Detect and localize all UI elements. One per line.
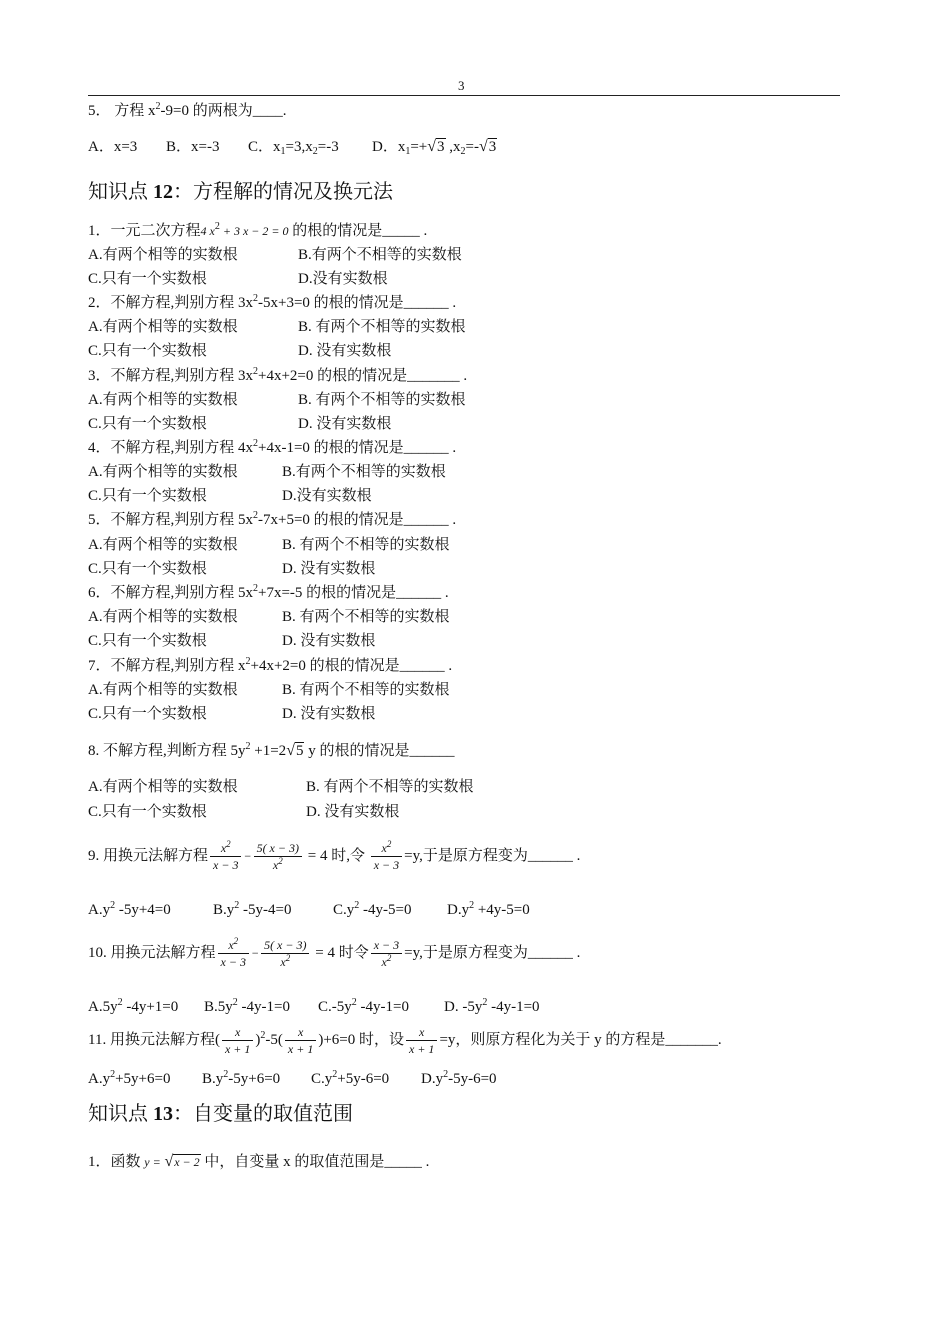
section-12-heading: 知识点 12：方程解的情况及换元法 — [88, 181, 393, 203]
top-question-stem: 5． 方程 $x^2-9=0$ 的两根为____. — [88, 101, 287, 119]
question-3-option-d: D. 没有实数根 — [298, 416, 392, 432]
question-9-option-a: $A.y^2$ -5y+4=0 — [88, 900, 171, 918]
question-1-option-a: A.有两个相等的实数根 — [88, 247, 238, 263]
question-10-option-b: $B.5y^2$ -4y-1=0 — [204, 997, 290, 1015]
question-5-option-a: A.有两个相等的实数根 — [88, 537, 238, 553]
question-4-option-a: A.有两个相等的实数根 — [88, 464, 238, 480]
question-8-option-b: B. 有两个不相等的实数根 — [306, 779, 474, 795]
sqrt-symbol: √3 — [479, 138, 497, 155]
question-5-option-c: C.只有一个实数根 — [88, 561, 207, 577]
question-8-option-c: C.只有一个实数根 — [88, 804, 207, 820]
top-question-option-d: D．$x_1=+√3$ $,x_2=-√3$ — [372, 138, 497, 157]
question-5-option-b: B. 有两个不相等的实数根 — [282, 537, 450, 553]
question-11-option-d: $D.y^2-5y-6=0$ — [421, 1069, 497, 1087]
question-7-option-d: D. 没有实数根 — [282, 706, 376, 722]
question-1-stem: 1．一元二次方程4 $x^2 + 3$ x − 2 = 0 的根的情况是_____ . — [88, 221, 428, 239]
question-6-option-b: B. 有两个不相等的实数根 — [282, 609, 450, 625]
top-question-option-b: B．x=-3 — [166, 139, 220, 155]
question-9-option-d: $D.y^2 +4y-5=0$ — [447, 900, 530, 918]
question-3-option-a: A.有两个相等的实数根 — [88, 392, 238, 408]
fraction: $\frac{5( x - 3)}{x^2}$ — [254, 840, 302, 873]
question-6-option-a: A.有两个相等的实数根 — [88, 609, 238, 625]
question-8-option-a: A.有两个相等的实数根 — [88, 779, 238, 795]
question-2-option-d: D. 没有实数根 — [298, 343, 392, 359]
question-2-option-b: B. 有两个不相等的实数根 — [298, 319, 466, 335]
question-7-option-a: A.有两个相等的实数根 — [88, 682, 238, 698]
question-10-option-c: $C.-5y^2$ -4y-1=0 — [318, 997, 409, 1015]
question-2-stem: 2．不解方程,判别方程 $3x^2-5x+3=0$ 的根的情况是______ . — [88, 293, 457, 311]
section-13-question-1-stem: 1．函数 y = √x − 2 中，自变量 x 的取值范围是_____ . — [88, 1153, 430, 1170]
question-2-option-c: C.只有一个实数根 — [88, 343, 207, 359]
question-10-option-a: $A.5y^2$ -4y+1=0 — [88, 997, 179, 1015]
fraction: $\frac{x^2}{x - 3}$ — [371, 840, 402, 873]
question-6-stem: 6．不解方程,判别方程 $5x^2+7x=-5$ 的根的情况是______ . — [88, 583, 449, 601]
question-1-option-d: D.没有实数根 — [298, 271, 388, 287]
fraction: $\frac{x}{x + 1}$ — [406, 1024, 437, 1057]
sqrt-symbol: √x − 2 — [164, 1153, 200, 1170]
question-10-stem: 10. 用换元法解方程 $\frac{x^2}{x - 3}$ − $\frac{5( x - 3)}{x^2}$ = 4 时令 $\frac{x - 3}{x^2}$ =y,于是原方程变为______ . — [88, 936, 581, 970]
top-question-option-c: C．$x_1=3,x_2=-3$ — [248, 139, 339, 157]
question-4-option-c: C.只有一个实数根 — [88, 488, 207, 504]
question-6-option-d: D. 没有实数根 — [282, 633, 376, 649]
question-3-option-c: C.只有一个实数根 — [88, 416, 207, 432]
header-rule — [88, 95, 840, 96]
question-9-stem: 9. 用换元法解方程 $\frac{x^2}{x - 3}$ − $\frac{5( x - 3)}{x^2}$ = 4 时,令 $\frac{x^2}{x - 3}$ =y,于是原方程变为______ . — [88, 839, 581, 873]
question-5-stem: 5．不解方程,判别方程 $5x^2-7x+5=0$ 的根的情况是______ . — [88, 510, 457, 528]
question-3-option-b: B. 有两个不相等的实数根 — [298, 392, 466, 408]
fraction: $\frac{x}{x + 1}$ — [285, 1024, 316, 1057]
question-11-stem: 11. 用换元法解方程( $\frac{x}{x + 1}$ )$^2$-5( $\frac{x}{x + 1}$ )+6=0 时，设 $\frac{x}{x + 1}$ =y，则原方程化为关于 y 的方程是_______. — [88, 1025, 722, 1057]
question-4-option-d: D.没有实数根 — [282, 488, 372, 504]
question-11-option-b: $B.y^2-5y+6=0$ — [202, 1069, 281, 1087]
fraction: $\frac{5( x - 3)}{x^2}$ — [261, 937, 309, 970]
fraction: $\frac{x^2}{x - 3}$ — [218, 937, 249, 970]
question-4-option-b: B.有两个不相等的实数根 — [282, 464, 446, 480]
question-2-option-a: A.有两个相等的实数根 — [88, 319, 238, 335]
question-3-stem: 3．不解方程,判别方程 $3x^2+4x+2=0$ 的根的情况是_______ . — [88, 366, 468, 384]
top-question-option-a: A．x=3 — [88, 139, 138, 155]
question-8-option-d: D. 没有实数根 — [306, 804, 400, 820]
question-7-stem: 7．不解方程,判别方程 $x^2+4x+2=0$ 的根的情况是______ . — [88, 656, 453, 674]
sqrt-symbol: √3 — [427, 138, 445, 155]
question-5-option-d: D. 没有实数根 — [282, 561, 376, 577]
question-7-option-b: B. 有两个不相等的实数根 — [282, 682, 450, 698]
question-10-option-d: D. $-5y^2$ -4y-1=0 — [444, 997, 540, 1015]
sqrt-symbol: √5 — [286, 742, 304, 759]
section-13-heading: 知识点 13：自变量的取值范围 — [88, 1103, 353, 1125]
question-7-option-c: C.只有一个实数根 — [88, 706, 207, 722]
question-4-stem: 4．不解方程,判别方程 $4x^2+4x-1=0$ 的根的情况是______ . — [88, 438, 457, 456]
question-8-stem: 8. 不解方程,判断方程 $5y^2 +1=2√5$ y 的根的情况是______ — [88, 741, 455, 759]
fraction: $\frac{x}{x + 1}$ — [222, 1024, 253, 1057]
question-9-option-c: $C.y^2$ -4y-5=0 — [333, 900, 412, 918]
question-1-option-b: B.有两个不相等的实数根 — [298, 247, 462, 263]
page-number: 3 — [458, 78, 465, 93]
question-1-option-c: C.只有一个实数根 — [88, 271, 207, 287]
fraction: $\frac{x - 3}{x^2}$ — [371, 937, 402, 970]
question-11-option-c: $C.y^2+5y-6=0$ — [311, 1069, 390, 1087]
question-9-option-b: $B.y^2$ -5y-4=0 — [213, 900, 292, 918]
fraction: $\frac{x^2}{x - 3}$ — [210, 840, 241, 873]
question-6-option-c: C.只有一个实数根 — [88, 633, 207, 649]
question-11-option-a: $A.y^2+5y+6=0$ — [88, 1069, 171, 1087]
